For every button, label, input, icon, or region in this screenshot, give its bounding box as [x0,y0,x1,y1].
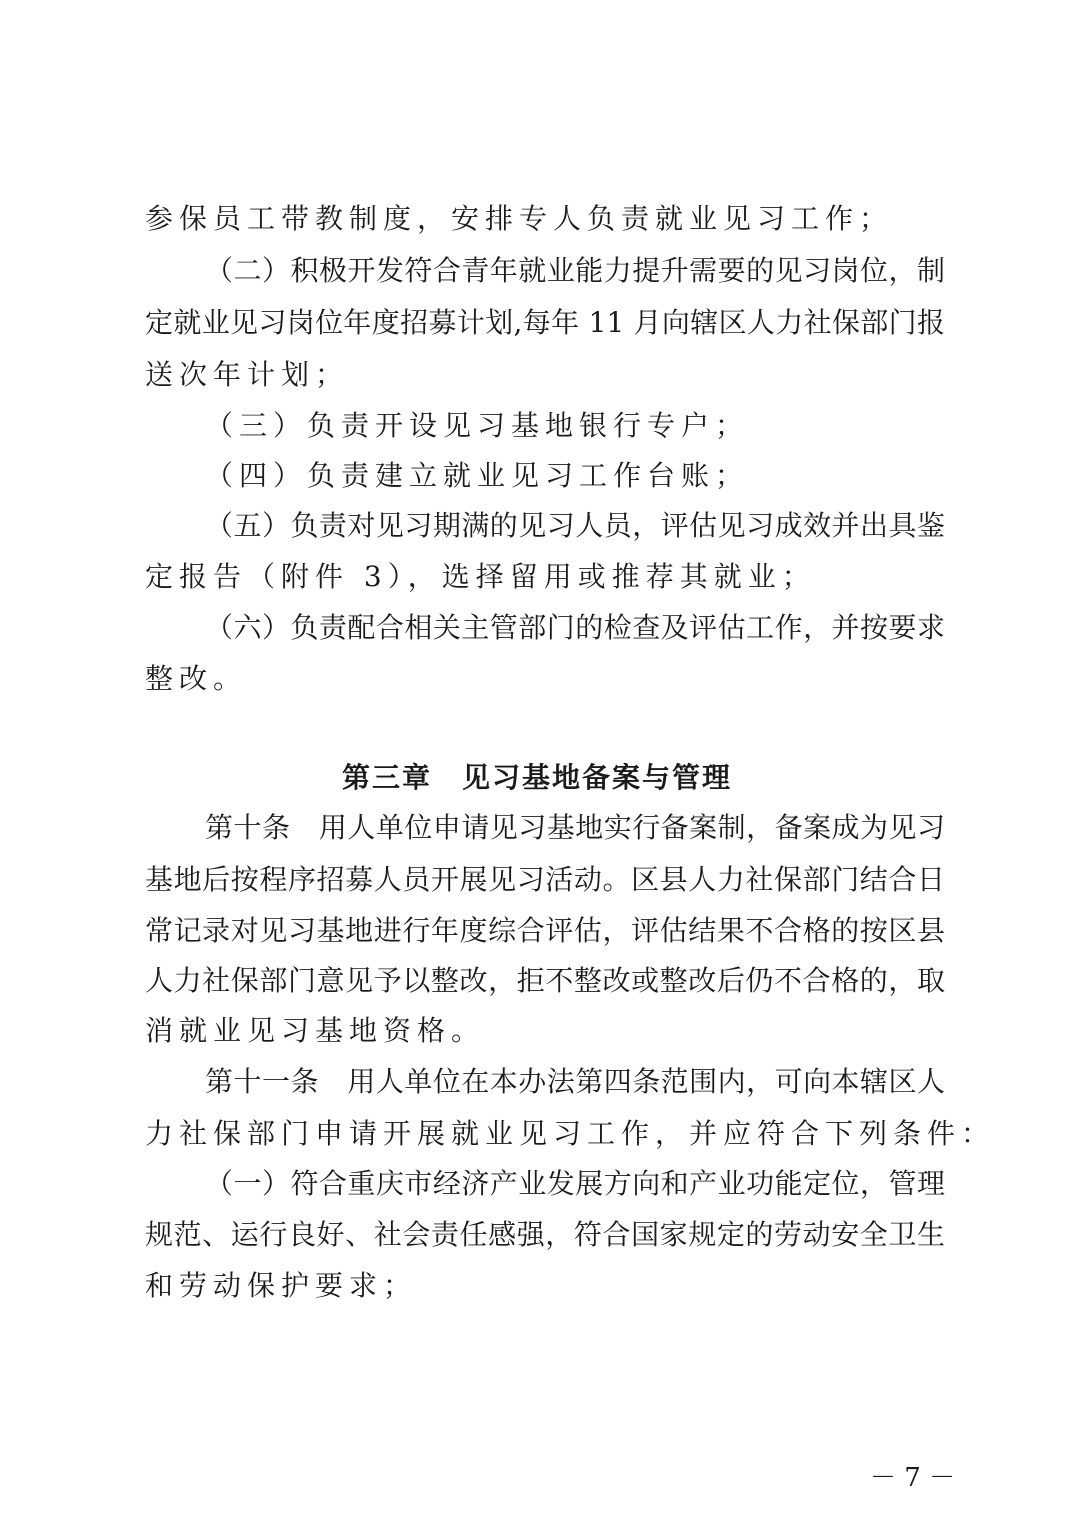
text-line: 第十条 用人单位申请见习基地实行备案制，备案成为见习 [205,811,945,844]
text-line: （一）符合重庆市经济产业发展方向和产业功能定位，管理 [205,1167,945,1200]
text-line: （五）负责对见习期满的见习人员，评估见习成效并出具鉴 [205,509,945,542]
text-line: （六）负责配合相关主管部门的检查及评估工作，并按要求 [205,611,945,644]
text-line: （二）积极开发符合青年就业能力提升需要的见习岗位，制 [205,254,945,287]
text-line: 第十一条 用人单位在本办法第四条范围内，可向本辖区人 [205,1065,945,1098]
text-line: 常记录对见习基地进行年度综合评估，评估结果不合格的按区县 [145,914,945,947]
page-number: － 7 － [870,1463,956,1493]
text-line: 基地后按程序招募人员开展见习活动。区县人力社保部门结合日 [145,863,945,896]
text-line: 力社保部门申请开展就业见习工作，并应符合下列条件： [145,1117,996,1150]
text-line: 和劳动保护要求； [145,1269,418,1302]
text-line: 消就业见习基地资格。 [145,1014,486,1047]
text-line: 定报告（附件 3），选择留用或推荐其就业； [145,560,816,593]
chapter-heading: 第三章 见习基地备案与管理 [341,761,732,794]
text-line: （四）负责建立就业见习工作台账； [205,459,750,492]
text-line: 参保员工带教制度，安排专人负责就业见习工作； [145,202,894,235]
text-line: 人力社保部门意见予以整改，拒不整改或整改后仍不合格的，取 [145,964,945,997]
text-line: （三）负责开设见习基地银行专户； [205,409,750,442]
text-line: 整改。 [145,662,248,695]
text-line: 规范、运行良好、社会责任感强，符合国家规定的劳动安全卫生 [145,1218,945,1251]
text-line: 送次年计划； [145,358,350,391]
text-line: 定就业见习岗位年度招募计划,每年 11 月向辖区人力社保部门报 [145,306,945,339]
